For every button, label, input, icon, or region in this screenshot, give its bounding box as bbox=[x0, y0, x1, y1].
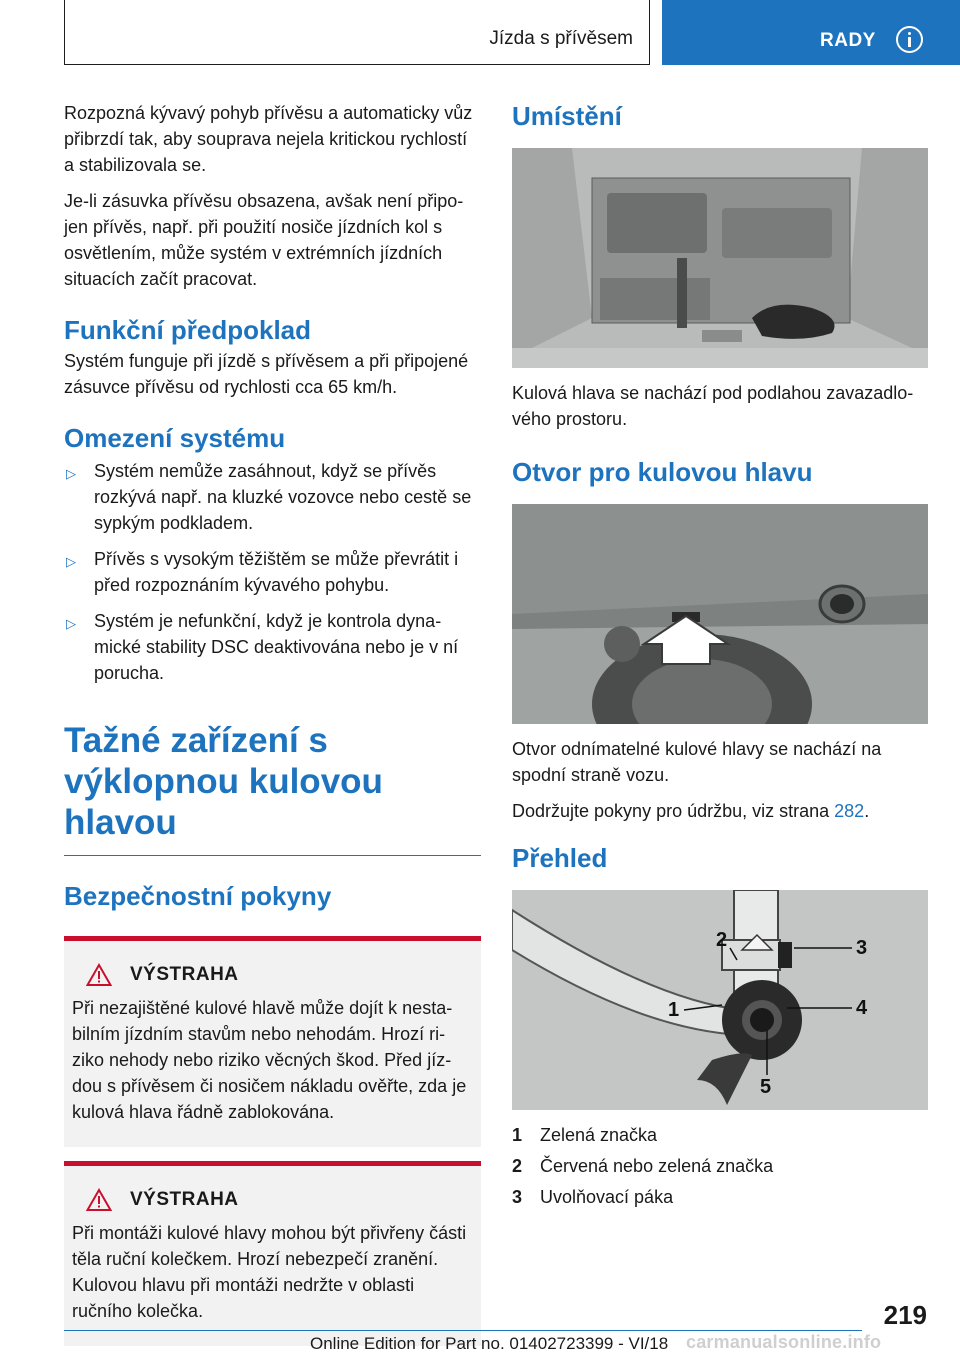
paragraph: Systém funguje při jízdě s přívěsem a při připojené zásuvce přívěsu od rychlosti cca 65 km/h. bbox=[64, 351, 469, 397]
limitations-list bbox=[64, 458, 481, 686]
left-column bbox=[64, 100, 481, 1346]
heading-otvor: Otvor pro kulovou hlavu bbox=[512, 457, 813, 487]
heading-bezpecnostni-pokyny: Bezpečnostní pokyny bbox=[64, 881, 332, 911]
page-number: 219 bbox=[883, 1300, 927, 1330]
rady-tab[interactable] bbox=[662, 0, 960, 65]
right-column bbox=[512, 100, 928, 1215]
info-icon bbox=[896, 26, 923, 53]
bullet-triangle-icon: ▷ bbox=[66, 554, 76, 569]
diagram-label: 3 bbox=[856, 937, 868, 959]
list-item: ▷ Přívěs s vysokým těžištěm se může převrátit i před rozpoznáním kývavého pohybu. bbox=[66, 549, 459, 595]
diagram-label: 4 bbox=[856, 997, 868, 1019]
list-item: ▷ Systém nemůže zasáhnout, když se přívěs rozkývá např. na kluzké vozovce nebo cestě se sypkým podkladem. bbox=[66, 461, 472, 533]
heading-funkcni-predpoklad: Funkční předpoklad bbox=[64, 315, 312, 345]
caption-with-link: Dodržujte pokyny pro údržbu, viz strana 282. bbox=[512, 801, 870, 821]
caption: Otvor odnímatelné kulové hlavy se nachází na spodní straně vozu. bbox=[512, 739, 882, 785]
heading-prehled: Přehled bbox=[512, 843, 608, 873]
legend-item: 3 Uvolňovací páka bbox=[512, 1187, 674, 1207]
paragraph: Rozpozná kývavý pohyb přívěsu a automaticky vůz přibrzdí tak, aby souprava nejela kritickou rychlostí a stabilizovala se. bbox=[64, 103, 473, 175]
page-link[interactable]: 282 bbox=[834, 801, 865, 821]
section-title: Jízda s přívěsem bbox=[489, 28, 633, 49]
header-section-box bbox=[64, 0, 650, 65]
trunk-floor-image bbox=[512, 148, 928, 368]
hitch-opening-image bbox=[512, 504, 928, 724]
warning-triangle-icon bbox=[86, 963, 112, 987]
diagram-label: 5 bbox=[760, 1076, 772, 1098]
footer-rule bbox=[64, 1330, 862, 1331]
rady-label: RADY bbox=[820, 30, 876, 51]
diagram-label: 2 bbox=[716, 929, 728, 951]
bullet-triangle-icon: ▷ bbox=[66, 466, 76, 481]
warning-box bbox=[64, 1161, 481, 1346]
legend-item: 2 Červená nebo zelená značka bbox=[512, 1156, 774, 1176]
diagram-label: 1 bbox=[668, 999, 680, 1021]
warning-title: VÝSTRAHA bbox=[130, 964, 239, 985]
heading-rule bbox=[64, 855, 481, 856]
heading-omezeni-systemu: Omezení systému bbox=[64, 423, 286, 453]
warning-box bbox=[64, 936, 481, 1147]
legend-list bbox=[512, 1122, 928, 1210]
footer-edition: Online Edition for Part no. 01402723399 - VI/18 bbox=[310, 1334, 669, 1353]
warning-text: Při nezajištěné kulové hlavě může dojít k nestabilním jízdním stavům nebo nehodám. Hrozí riziko nehody nebo riziko věcných škod. Před jízdou s přívěsem či nosičem nákladu ověřte, zda je kulová hlava řádně zablokována. bbox=[72, 998, 467, 1122]
list-item: ▷ Systém je nefunkční, když je kontrola dynamické stability DSC deaktivována nebo je v ní porucha. bbox=[66, 611, 459, 683]
legend-item: 1 Zelená značka bbox=[512, 1125, 658, 1145]
heading-umisteni: Umístění bbox=[512, 101, 622, 131]
warning-text: Při montáži kulové hlavy mohou být přivřeny části těla ruční kolečkem. Hrozí nebezpečí zranění. Kulovou hlavu při montáži nedržte v oblasti ručního kolečka. bbox=[72, 1223, 467, 1321]
bullet-triangle-icon: ▷ bbox=[66, 616, 76, 631]
heading-tazne-zarizeni: Tažné zařízení s výklopnou kulovou hlavou bbox=[64, 721, 383, 842]
caption: Kulová hlava se nachází pod podlahou zavazadlového prostoru. bbox=[512, 383, 914, 429]
warning-title: VÝSTRAHA bbox=[130, 1189, 239, 1210]
watermark: carmanualsonline.info bbox=[686, 1332, 882, 1352]
paragraph: Je-li zásuvka přívěsu obsazena, avšak není připojen přívěs, např. při použití nosiče jízdních kol s osvětlením, může systém v extrémních jízdních situacích začít pracovat. bbox=[64, 191, 464, 289]
hitch-overview-diagram bbox=[512, 890, 928, 1110]
warning-triangle-icon bbox=[86, 1188, 112, 1212]
